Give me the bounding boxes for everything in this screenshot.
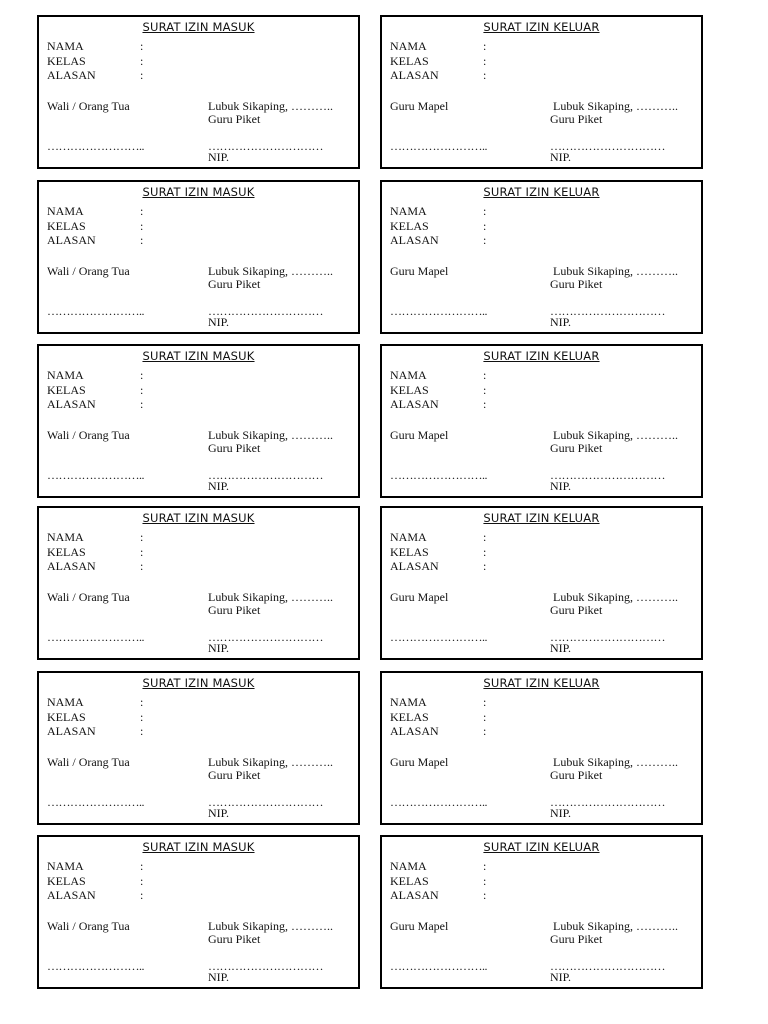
- left-signer-label: Guru Mapel: [390, 590, 449, 604]
- field-colon: :: [140, 710, 144, 724]
- field-label-nama: NAMA: [47, 368, 84, 382]
- right-signature-line: …………………………: [208, 630, 323, 644]
- field-label-alasan: ALASAN: [390, 233, 439, 247]
- field-colon: :: [483, 859, 487, 873]
- nip-label: NIP.: [550, 150, 572, 164]
- field-label-alasan: ALASAN: [390, 68, 439, 82]
- right-signer-label: Guru Piket: [550, 112, 603, 126]
- field-colon: :: [140, 724, 144, 738]
- nip-label: NIP.: [550, 315, 572, 329]
- right-signer-label: Guru Piket: [550, 441, 603, 455]
- card-title: SURAT IZIN MASUK: [142, 20, 255, 34]
- field-colon: :: [140, 559, 144, 573]
- field-label-nama: NAMA: [390, 368, 427, 382]
- right-signer-label: Guru Piket: [208, 441, 261, 455]
- field-label-nama: NAMA: [390, 859, 427, 873]
- card-title: SURAT IZIN MASUK: [142, 511, 255, 525]
- field-label-alasan: ALASAN: [47, 888, 96, 902]
- left-signer-label: Wali / Orang Tua: [47, 755, 130, 769]
- field-label-alasan: ALASAN: [390, 888, 439, 902]
- left-signature-line: ……………………..: [390, 139, 487, 153]
- nip-label: NIP.: [208, 970, 230, 984]
- card-title: SURAT IZIN KELUAR: [483, 840, 600, 854]
- left-signature-line: ……………………..: [47, 304, 144, 318]
- place-date: Lubuk Sikaping, ………..: [553, 590, 678, 604]
- field-colon: :: [140, 530, 144, 544]
- place-date: Lubuk Sikaping, ………..: [208, 99, 333, 113]
- left-signer-label: Guru Mapel: [390, 99, 449, 113]
- right-signature-line: …………………………: [550, 795, 665, 809]
- right-signer-label: Guru Piket: [550, 932, 603, 946]
- left-signature-line: ……………………..: [47, 139, 144, 153]
- left-signature-line: ……………………..: [47, 795, 144, 809]
- field-colon: :: [483, 545, 487, 559]
- field-colon: :: [140, 545, 144, 559]
- field-colon: :: [140, 39, 144, 53]
- nip-label: NIP.: [550, 479, 572, 493]
- right-signature-line: …………………………: [208, 468, 323, 482]
- field-label-alasan: ALASAN: [47, 724, 96, 738]
- right-signature-line: …………………………: [208, 304, 323, 318]
- field-label-kelas: KELAS: [47, 383, 86, 397]
- left-signer-label: Wali / Orang Tua: [47, 590, 130, 604]
- nip-label: NIP.: [550, 970, 572, 984]
- field-label-nama: NAMA: [47, 39, 84, 53]
- field-colon: :: [483, 559, 487, 573]
- right-signature-line: …………………………: [550, 304, 665, 318]
- card-title: SURAT IZIN MASUK: [142, 840, 255, 854]
- nip-label: NIP.: [208, 479, 230, 493]
- card-title: SURAT IZIN KELUAR: [483, 511, 600, 525]
- field-colon: :: [483, 39, 487, 53]
- card-title: SURAT IZIN MASUK: [142, 185, 255, 199]
- surat-izin-keluar-card: [380, 671, 703, 825]
- card-title: SURAT IZIN KELUAR: [483, 349, 600, 363]
- right-signature-line: …………………………: [208, 795, 323, 809]
- left-signature-line: ……………………..: [47, 959, 144, 973]
- left-signature-line: ……………………..: [390, 959, 487, 973]
- surat-izin-masuk-card: [37, 835, 360, 989]
- right-signer-label: Guru Piket: [550, 603, 603, 617]
- field-colon: :: [483, 54, 487, 68]
- field-label-alasan: ALASAN: [390, 724, 439, 738]
- field-colon: :: [483, 219, 487, 233]
- field-colon: :: [483, 233, 487, 247]
- left-signature-line: ……………………..: [390, 304, 487, 318]
- nip-label: NIP.: [550, 641, 572, 655]
- right-signature-line: …………………………: [550, 468, 665, 482]
- surat-izin-masuk-card: [37, 506, 360, 660]
- left-signer-label: Wali / Orang Tua: [47, 919, 130, 933]
- left-signer-label: Wali / Orang Tua: [47, 428, 130, 442]
- field-label-alasan: ALASAN: [390, 397, 439, 411]
- field-label-alasan: ALASAN: [47, 68, 96, 82]
- field-colon: :: [140, 204, 144, 218]
- surat-izin-keluar-card: [380, 180, 703, 334]
- field-colon: :: [483, 874, 487, 888]
- card-title: SURAT IZIN KELUAR: [483, 185, 600, 199]
- left-signer-label: Guru Mapel: [390, 755, 449, 769]
- left-signer-label: Guru Mapel: [390, 264, 449, 278]
- field-label-kelas: KELAS: [390, 710, 429, 724]
- place-date: Lubuk Sikaping, ………..: [553, 755, 678, 769]
- field-colon: :: [140, 68, 144, 82]
- surat-izin-keluar-card: [380, 835, 703, 989]
- card-title: SURAT IZIN MASUK: [142, 676, 255, 690]
- nip-label: NIP.: [208, 150, 230, 164]
- field-colon: :: [140, 368, 144, 382]
- field-label-alasan: ALASAN: [47, 559, 96, 573]
- field-label-nama: NAMA: [47, 530, 84, 544]
- nip-label: NIP.: [208, 641, 230, 655]
- field-label-nama: NAMA: [47, 695, 84, 709]
- field-label-alasan: ALASAN: [390, 559, 439, 573]
- field-colon: :: [140, 383, 144, 397]
- field-label-kelas: KELAS: [390, 383, 429, 397]
- field-label-nama: NAMA: [47, 859, 84, 873]
- right-signature-line: …………………………: [550, 959, 665, 973]
- field-colon: :: [483, 724, 487, 738]
- field-label-alasan: ALASAN: [47, 397, 96, 411]
- field-label-kelas: KELAS: [47, 874, 86, 888]
- field-label-kelas: KELAS: [390, 545, 429, 559]
- field-label-nama: NAMA: [390, 204, 427, 218]
- place-date: Lubuk Sikaping, ………..: [553, 99, 678, 113]
- left-signer-label: Guru Mapel: [390, 919, 449, 933]
- field-label-kelas: KELAS: [390, 54, 429, 68]
- field-colon: :: [140, 54, 144, 68]
- nip-label: NIP.: [208, 806, 230, 820]
- right-signer-label: Guru Piket: [550, 768, 603, 782]
- right-signer-label: Guru Piket: [208, 932, 261, 946]
- right-signature-line: …………………………: [550, 139, 665, 153]
- right-signer-label: Guru Piket: [550, 277, 603, 291]
- right-signer-label: Guru Piket: [208, 768, 261, 782]
- left-signature-line: ……………………..: [47, 468, 144, 482]
- field-colon: :: [483, 368, 487, 382]
- field-colon: :: [483, 383, 487, 397]
- right-signature-line: …………………………: [208, 959, 323, 973]
- field-label-nama: NAMA: [390, 530, 427, 544]
- field-label-kelas: KELAS: [390, 874, 429, 888]
- place-date: Lubuk Sikaping, ………..: [208, 755, 333, 769]
- place-date: Lubuk Sikaping, ………..: [553, 919, 678, 933]
- left-signer-label: Wali / Orang Tua: [47, 264, 130, 278]
- left-signature-line: ……………………..: [390, 468, 487, 482]
- nip-label: NIP.: [550, 806, 572, 820]
- right-signer-label: Guru Piket: [208, 112, 261, 126]
- field-label-kelas: KELAS: [47, 219, 86, 233]
- left-signature-line: ……………………..: [390, 795, 487, 809]
- field-label-kelas: KELAS: [47, 710, 86, 724]
- field-colon: :: [140, 695, 144, 709]
- place-date: Lubuk Sikaping, ………..: [208, 919, 333, 933]
- nip-label: NIP.: [208, 315, 230, 329]
- field-label-kelas: KELAS: [390, 219, 429, 233]
- field-colon: :: [140, 233, 144, 247]
- surat-izin-masuk-card: [37, 180, 360, 334]
- surat-izin-masuk-card: [37, 671, 360, 825]
- surat-izin-keluar-card: [380, 15, 703, 169]
- card-title: SURAT IZIN KELUAR: [483, 676, 600, 690]
- left-signature-line: ……………………..: [47, 630, 144, 644]
- surat-izin-keluar-card: [380, 506, 703, 660]
- field-colon: :: [483, 530, 487, 544]
- field-label-kelas: KELAS: [47, 54, 86, 68]
- right-signer-label: Guru Piket: [208, 603, 261, 617]
- surat-izin-masuk-card: [37, 15, 360, 169]
- field-label-kelas: KELAS: [47, 545, 86, 559]
- field-colon: :: [483, 710, 487, 724]
- field-label-nama: NAMA: [390, 39, 427, 53]
- field-colon: :: [140, 859, 144, 873]
- right-signer-label: Guru Piket: [208, 277, 261, 291]
- card-title: SURAT IZIN MASUK: [142, 349, 255, 363]
- surat-izin-masuk-card: [37, 344, 360, 498]
- field-colon: :: [483, 695, 487, 709]
- field-colon: :: [483, 397, 487, 411]
- place-date: Lubuk Sikaping, ………..: [208, 590, 333, 604]
- field-colon: :: [140, 888, 144, 902]
- field-colon: :: [140, 219, 144, 233]
- place-date: Lubuk Sikaping, ………..: [208, 264, 333, 278]
- field-colon: :: [483, 204, 487, 218]
- left-signature-line: ……………………..: [390, 630, 487, 644]
- right-signature-line: …………………………: [208, 139, 323, 153]
- field-label-nama: NAMA: [47, 204, 84, 218]
- place-date: Lubuk Sikaping, ………..: [208, 428, 333, 442]
- left-signer-label: Guru Mapel: [390, 428, 449, 442]
- field-colon: :: [483, 68, 487, 82]
- place-date: Lubuk Sikaping, ………..: [553, 264, 678, 278]
- field-colon: :: [140, 874, 144, 888]
- card-title: SURAT IZIN KELUAR: [483, 20, 600, 34]
- field-colon: :: [483, 888, 487, 902]
- surat-izin-keluar-card: [380, 344, 703, 498]
- field-colon: :: [140, 397, 144, 411]
- field-label-alasan: ALASAN: [47, 233, 96, 247]
- field-label-nama: NAMA: [390, 695, 427, 709]
- left-signer-label: Wali / Orang Tua: [47, 99, 130, 113]
- right-signature-line: …………………………: [550, 630, 665, 644]
- place-date: Lubuk Sikaping, ………..: [553, 428, 678, 442]
